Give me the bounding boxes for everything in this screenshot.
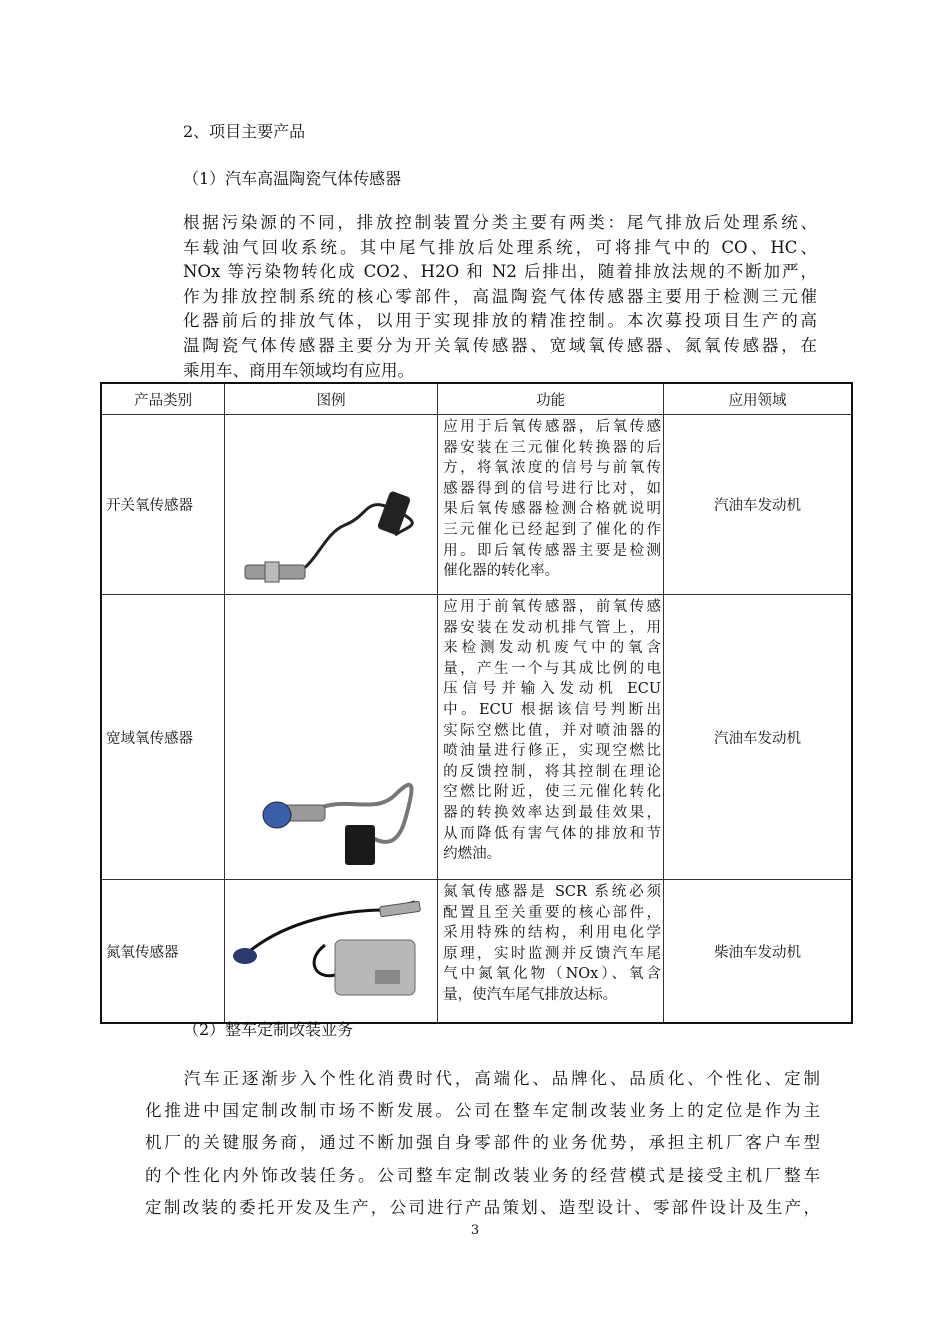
- page-number: 3: [470, 1223, 480, 1238]
- text-line: 汽车正逐渐步入个性化消费时代，高端化、品牌化、品质化、个性化、定制: [145, 1069, 820, 1088]
- table-row: [101, 880, 852, 1024]
- text-line: NOx 等污染物转化成 CO2、H2O 和 N2 后排出，随着排放法规的不断加严，: [183, 262, 817, 282]
- text-line: 用。即后氧传感器主要是检测: [443, 542, 662, 559]
- text-line: 三元催化已经起到了催化的作: [443, 521, 662, 538]
- text-line: 根据污染源的不同，排放控制装置分类主要有两类：尾气排放后处理系统、: [183, 213, 817, 232]
- text-line: 感器得到的信号进行比对，如: [443, 480, 662, 497]
- table-row: [101, 595, 852, 880]
- header-application: 应用领域: [664, 383, 852, 415]
- text-line: 催化器的转化率。: [443, 563, 560, 580]
- text-line: 实际空燃比值，并对喷油器的: [443, 722, 662, 739]
- function-cell: [438, 415, 664, 595]
- text-line: 原理，实时监测并反馈汽车尾: [443, 945, 662, 962]
- text-line: 方，将氧浓度的信号与前氧传: [443, 460, 662, 477]
- function-cell: [438, 595, 664, 880]
- text-line: 定制改装的委托开发及生产，公司进行产品策划、造型设计、零部件设计及生产，: [145, 1197, 820, 1217]
- application-cell: 汽油车发动机: [664, 595, 852, 880]
- paragraph-2: [145, 1063, 820, 1224]
- application-cell: 汽油车发动机: [664, 415, 852, 595]
- text-line: 化推进中国定制改制市场不断发展。公司在整车定制改装业务上的定位是作为主: [145, 1101, 820, 1121]
- header-function: 功能: [438, 383, 664, 415]
- text-line: 化器前后的排放气体，以用于实现排放的精准控制。本次募投项目生产的高: [183, 311, 817, 331]
- text-line: 机厂的关键服务商，通过不断加强自身零部件的业务优势，承担主机厂客户车型: [145, 1133, 820, 1153]
- paragraph-1: [183, 211, 817, 383]
- text-line: 喷油量进行修正，实现空燃比: [443, 743, 662, 760]
- text-line: 来检测发动机废气中的氧含: [443, 640, 662, 657]
- table-header-row: [101, 383, 852, 415]
- text-line: 应用于前氧传感器，前氧传感: [443, 599, 662, 615]
- text-line: 气中氮氧化物（NOx）、氧含: [443, 966, 662, 983]
- switching-oxygen-sensor-image: [225, 415, 438, 595]
- text-line: 空燃比附近，使三元催化转化: [443, 784, 662, 801]
- text-line: 器的转换效率达到最佳效果，: [443, 804, 662, 821]
- text-line: 氮氧传感器是 SCR 系统必须: [443, 884, 662, 900]
- function-cell: [438, 880, 664, 1024]
- product-table: [100, 382, 853, 1024]
- text-line: 配置且至关重要的核心部件，: [443, 904, 662, 921]
- category-cell: 开关氧传感器: [101, 415, 225, 595]
- text-line: 乘用车、商用车领域均有应用。: [183, 360, 414, 380]
- text-line: 的反馈控制，将其控制在理论: [443, 763, 662, 780]
- text-line: 器安装在发动机排气管上，用: [443, 619, 662, 636]
- application-cell: 柴油车发动机: [664, 880, 852, 1024]
- header-image: 图例: [225, 383, 438, 415]
- subsection-title-2: （2）整车定制改装业务: [183, 1020, 354, 1039]
- text-line: 作为排放控制系统的核心零部件，高温陶瓷气体传感器主要用于检测三元催: [183, 286, 817, 306]
- nox-sensor-image: [225, 880, 438, 1024]
- text-line: 压信号并输入发动机 ECU: [443, 681, 662, 698]
- text-line: 采用特殊的结构，利用电化学: [443, 925, 662, 942]
- text-line: 的个性化内外饰改装任务。公司整车定制改装业务的经营模式是接受主机厂整车: [145, 1165, 820, 1185]
- wideband-oxygen-sensor-image: [225, 595, 438, 880]
- category-cell: 宽域氧传感器: [101, 595, 225, 880]
- table-row: [101, 415, 852, 595]
- text-line: 中。ECU 根据该信号判断出: [443, 701, 662, 718]
- category-cell: 氮氧传感器: [101, 880, 225, 1024]
- header-category: 产品类别: [101, 383, 225, 415]
- text-line: 量，使汽车尾气排放达标。: [443, 986, 618, 1003]
- text-line: 约燃油。: [443, 846, 502, 863]
- section-title: 2、项目主要产品: [183, 122, 306, 141]
- text-line: 器安装在三元催化转换器的后: [443, 439, 662, 456]
- text-line: 量，产生一个与其成比例的电: [443, 660, 662, 677]
- text-line: 温陶瓷气体传感器主要分为开关氧传感器、宽域氧传感器、氮氧传感器，在: [183, 335, 817, 355]
- text-line: 应用于后氧传感器，后氧传感: [443, 419, 662, 435]
- text-line: 车载油气回收系统。其中尾气排放后处理系统，可将排气中的 CO、HC、: [183, 237, 817, 257]
- text-line: 从而降低有害气体的排放和节: [443, 825, 662, 842]
- text-line: 果后氧传感器检测合格就说明: [443, 501, 662, 518]
- subsection-title-1: （1）汽车高温陶瓷气体传感器: [183, 169, 402, 188]
